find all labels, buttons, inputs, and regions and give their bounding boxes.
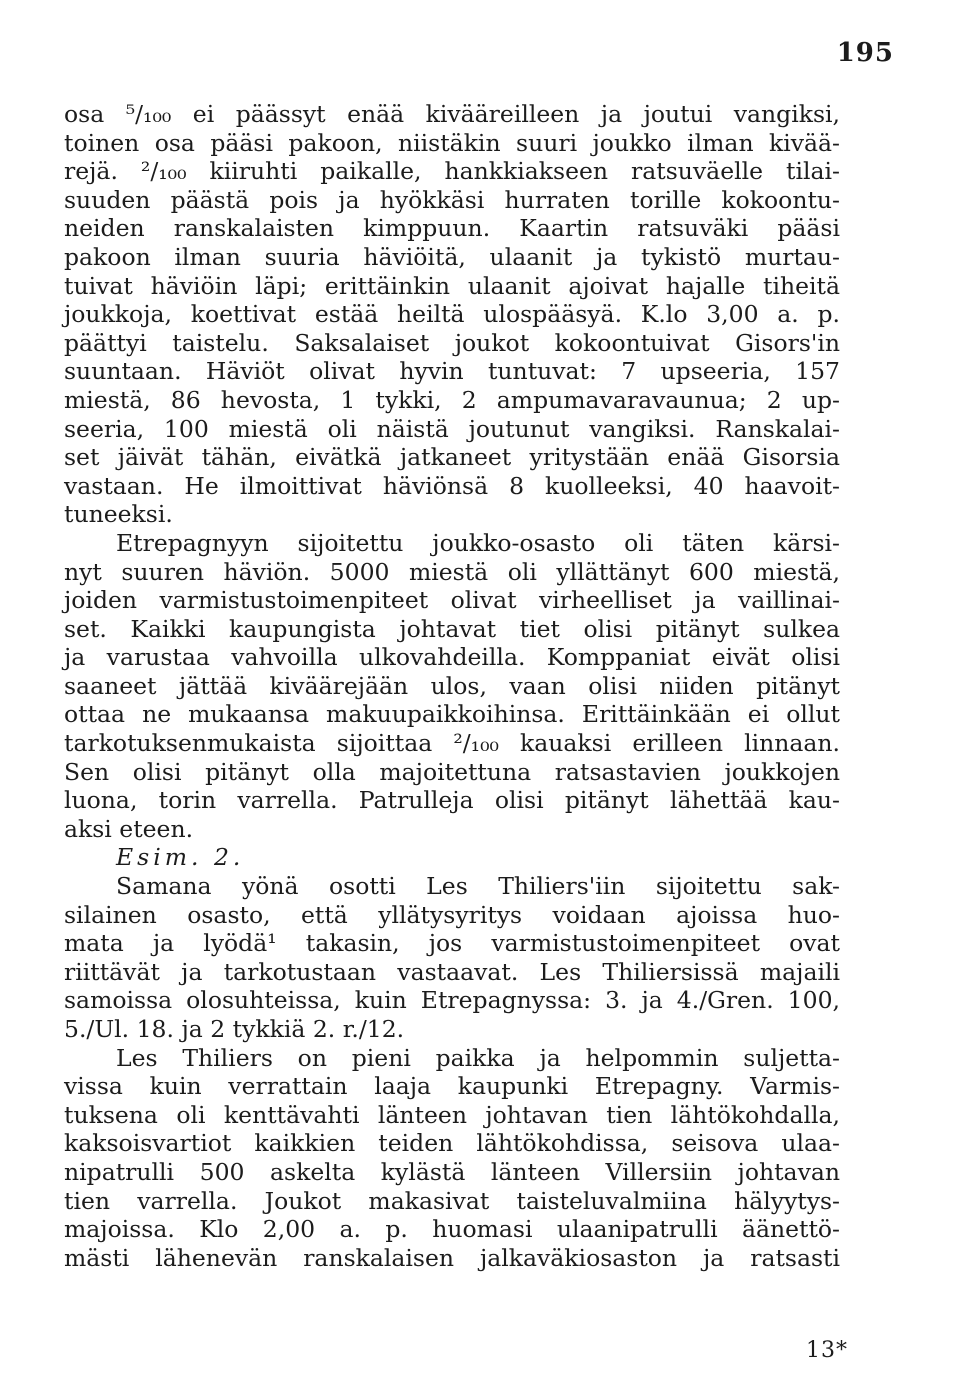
text-line: rejä. ²/₁₀₀ kiiruhti paikalle, hankkiakseen ratsuväelle tilai- (64, 157, 840, 186)
text-line: tuivat häviöin läpi; erittäinkin ulaanit ajoivat hajalle tiheitä (64, 271, 840, 300)
example-heading (64, 843, 840, 872)
text-line: miestä, 86 hevosta, 1 tykki, 2 ampumavaravaunua; 2 up- (64, 385, 840, 414)
text-line: tuneeksi. (64, 500, 173, 529)
text-line: nyt suuren häviön. 5000 miestä oli yllättänyt 600 miestä, (64, 557, 840, 586)
text-line: Esim. 2. (116, 843, 245, 872)
text-line: suuden päästä pois ja hyökkäsi hurraten torille kokoontu- (64, 185, 840, 214)
text-line: kaksoisvartiot kaikkien teiden lähtökohdissa, seisova ulaa- (64, 1129, 840, 1158)
text-line: vissa kuin verrattain laaja kaupunki Etrepagny. Varmis- (64, 1072, 840, 1101)
text-line: mästi lähenevän ranskalaisen jalkaväkiosaston ja ratsasti (64, 1243, 840, 1272)
text-line: majoissa. Klo 2,00 a. p. huomasi ulaanipatrulli äänettö- (64, 1215, 840, 1244)
paragraph (64, 529, 840, 844)
paragraph (64, 872, 840, 1044)
text-line: Sen olisi pitänyt olla majoitettuna ratsastavien joukkojen (64, 757, 840, 786)
text-line: tien varrella. Joukot makasivat taisteluvalmiina hälyytys- (64, 1186, 840, 1215)
text-line: seeria, 100 miestä oli näistä joutunut vangiksi. Ranskalai- (64, 414, 840, 443)
body-text (64, 100, 840, 1272)
text-line: päättyi taistelu. Saksalaiset joukot kokoontuivat Gisors'in (64, 328, 840, 357)
text-line: mata ja lyödä¹ takasin, jos varmistustoimenpiteet ovat (64, 929, 840, 958)
text-line: Les Thiliers on pieni paikka ja helpommin suljetta- (116, 1043, 840, 1072)
text-line: vastaan. He ilmoittivat häviönsä 8 kuolleeksi, 40 haavoit- (64, 471, 840, 500)
text-line: Samana yönä osotti Les Thiliers'iin sijoitettu sak- (116, 872, 840, 901)
text-line: silainen osasto, että yllätysyritys voidaan ajoissa huo- (64, 900, 840, 929)
text-line: neiden ranskalaisten kimppuun. Kaartin ratsuväki pääsi (64, 214, 840, 243)
text-line: nipatrulli 500 askelta kylästä länteen Villersiin johtavan (64, 1157, 840, 1186)
text-line: saaneet jättää kiväärejään ulos, vaan olisi niiden pitänyt (64, 671, 840, 700)
text-line: joiden varmistustoimenpiteet olivat virheelliset ja vaillinai- (64, 586, 840, 615)
text-line: set. Kaikki kaupungista johtavat tiet olisi pitänyt sulkea (64, 614, 840, 643)
text-line: pakoon ilman suuria häviöitä, ulaanit ja tykistö murtau- (64, 242, 840, 271)
text-line: tuksena oli kenttävahti länteen johtavan tien lähtökohdalla, (64, 1100, 840, 1129)
signature-mark: 13* (806, 1338, 848, 1363)
page-number: 195 (836, 38, 894, 68)
text-line: set jäivät tähän, eivätkä jatkaneet yritystään enää Gisorsia (64, 443, 840, 472)
paragraph (64, 100, 840, 529)
text-line: aksi eteen. (64, 814, 194, 843)
text-line: 5./Ul. 18. ja 2 tykkiä 2. r./12. (64, 1015, 405, 1043)
text-line: riittävät ja tarkotustaan vastaavat. Les Thiliersissä majaili (64, 957, 840, 986)
text-line: toinen osa pääsi pakoon, niistäkin suuri joukko ilman kivää- (64, 128, 840, 157)
text-line: Etrepagnyyn sijoitettu joukko-osasto oli täten kärsi- (116, 528, 840, 557)
text-line: joukkoja, koettivat estää heiltä ulospääsyä. K.lo 3,00 a. p. (64, 300, 840, 329)
text-line: ottaa ne mukaansa makuupaikkoihinsa. Erittäinkään ei ollut (64, 700, 840, 729)
text-line: ja varustaa vahvoilla ulkovahdeilla. Komppaniat eivät olisi (64, 643, 840, 672)
paragraph (64, 1044, 840, 1273)
text-line: samoissa olosuhteissa, kuin Etrepagnyssa: 3. ja 4./Gren. 100, (64, 986, 840, 1015)
text-line: tarkotuksenmukaista sijoittaa ²/₁₀₀ kauaksi erilleen linnaan. (64, 729, 840, 758)
text-line: osa ⁵/₁₀₀ ei päässyt enää kivääreilleen ja joutui vangiksi, (64, 100, 840, 128)
text-line: luona, torin varrella. Patrulleja olisi pitänyt lähettää kau- (64, 786, 840, 815)
text-line: suuntaan. Häviöt olivat hyvin tuntuvat: 7 upseeria, 157 (64, 357, 840, 386)
